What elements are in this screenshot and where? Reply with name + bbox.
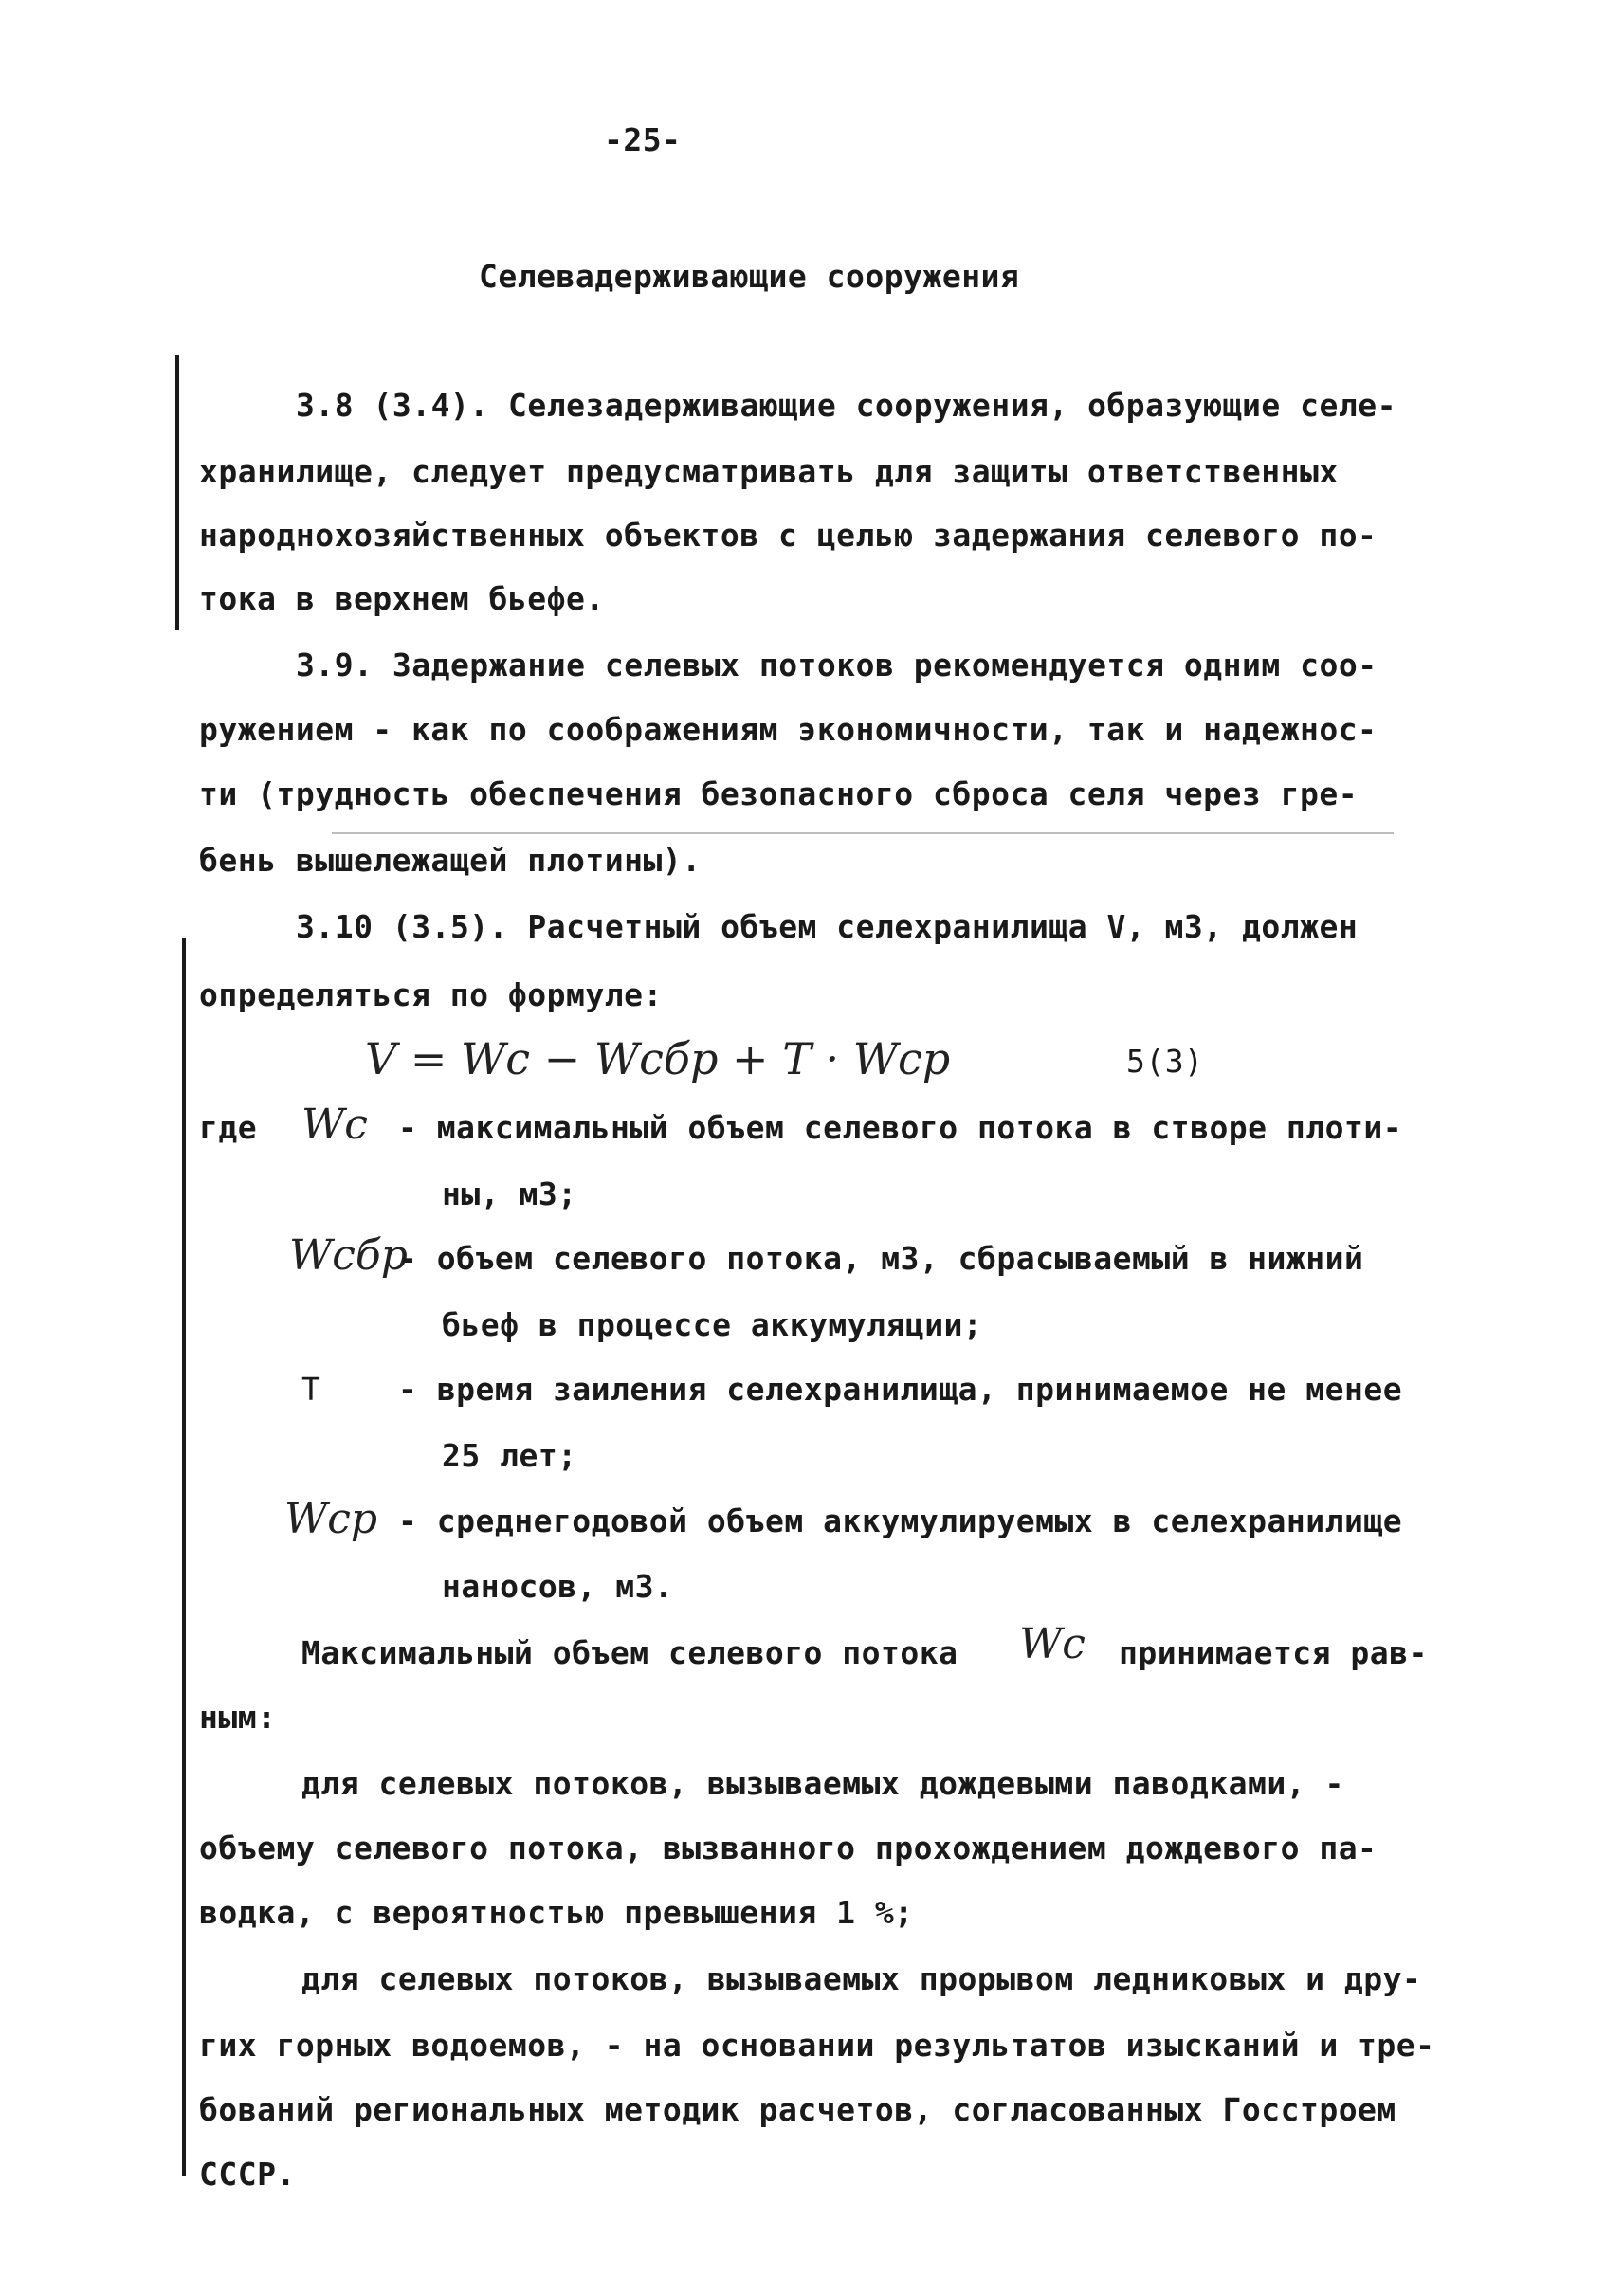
definition-wcbr-line: бьеф в процессе аккумуляции; (442, 1306, 983, 1343)
where-label: где (199, 1109, 258, 1146)
paragraph-max-line: принимается рав- (1119, 1634, 1428, 1671)
definition-wcbr-line: - объем селевого потока, м3, сбрасываемый в нижний (398, 1240, 1364, 1277)
section-heading: Селевадерживающие сооружения (479, 258, 1020, 295)
definition-t-line: 25 лет; (442, 1437, 577, 1474)
symbol-wc: Wc (301, 1101, 368, 1149)
paragraph-3-8-line: хранилище, следует предусматривать для защиты ответственных (199, 453, 1339, 490)
paragraph-glacier-line: бований региональных методик расчетов, согласованных Госстроем (199, 2091, 1396, 2128)
definition-t-line: - время заиления селехранилища, принимаемое не менее (398, 1371, 1403, 1408)
paragraph-max-line: ным: (199, 1699, 277, 1736)
paragraph-rain-line: водка, с вероятностью превышения 1 %; (199, 1894, 914, 1931)
paragraph-max-line: Максимальный объем селевого потока (301, 1634, 958, 1671)
paragraph-3-9-line: ти (трудность обеспечения безопасного сброса селя через гре- (199, 775, 1359, 812)
paragraph-3-8-line: тока в верхнем бьефе. (199, 580, 605, 617)
paragraph-glacier-line: СССР. (199, 2156, 296, 2193)
symbol-t: Т (301, 1371, 321, 1408)
definition-wcp-line: наносов, м3. (442, 1568, 674, 1605)
margin-change-bar (182, 938, 186, 2176)
definition-wc-line: ны, м3; (442, 1175, 577, 1212)
formula-number: 5(3) (1126, 1043, 1204, 1080)
page-number: -25- (604, 121, 682, 158)
symbol-wcbr: Wcбр (289, 1231, 408, 1280)
paragraph-glacier-line: для селевых потоков, вызываемых прорывом ледниковых и дру- (301, 1960, 1422, 1997)
paragraph-3-9-line: 3.9. Задержание селевых потоков рекомендуется одним соо- (296, 646, 1378, 683)
margin-change-bar (175, 355, 179, 630)
faint-underline (332, 832, 1394, 834)
symbol-wcp: Wср (284, 1495, 378, 1543)
definition-wcp-line: - среднегодовой объем аккумулируемых в селехранилище (398, 1502, 1403, 1539)
paragraph-3-10-line: 3.10 (3.5). Расчетный объем селехранилища V, м3, должен (296, 908, 1359, 945)
paragraph-3-8-line: 3.8 (3.4). Селезадерживающие сооружения, образующие селе- (296, 387, 1396, 424)
formula: V = Wc − Wcбр + T · Wср (365, 1033, 951, 1084)
paragraph-3-10-line: определяться по формуле: (199, 976, 663, 1013)
paragraph-rain-line: для селевых потоков, вызываемых дождевыми паводками, - (301, 1765, 1344, 1802)
paragraph-glacier-line: гих горных водоемов, - на основании результатов изысканий и тре- (199, 2027, 1435, 2064)
paragraph-3-9-line: бень вышележащей плотины). (199, 842, 702, 879)
paragraph-3-9-line: ружением - как по соображениям экономичности, так и надежнос- (199, 711, 1378, 748)
symbol-wc-inline: Wc (1019, 1620, 1086, 1668)
definition-wc-line: - максимальный объем селевого потока в створе плоти- (398, 1109, 1403, 1146)
paragraph-rain-line: объему селевого потока, вызванного прохождением дождевого па- (199, 1830, 1378, 1866)
paragraph-3-8-line: народнохозяйственных объектов с целью задержания селевого по- (199, 517, 1378, 554)
